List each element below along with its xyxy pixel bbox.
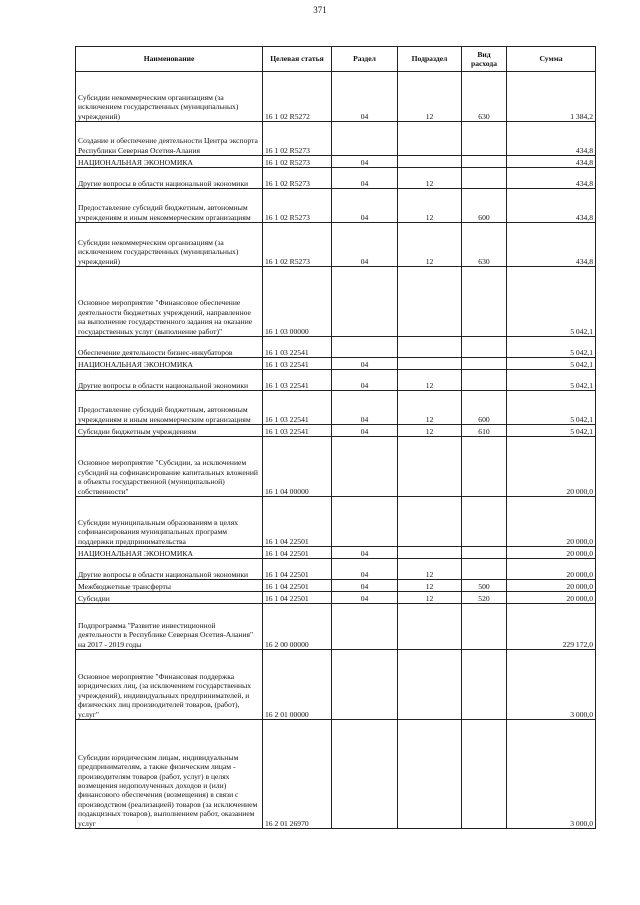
row-expense-type-cell (462, 650, 507, 720)
table-row (76, 391, 596, 425)
row-subsection-cell: 12 (398, 72, 462, 122)
row-name-cell: Другие вопросы в области национальной экономики (76, 370, 263, 391)
table-row (76, 370, 596, 391)
row-section-cell: 04 (332, 223, 398, 267)
row-article-cell: 16 1 03 00000 (263, 267, 332, 337)
row-name-cell: Субсидии муниципальным образованиям в целях софинансирования муниципальных программ поддержки предпринимательства (76, 497, 263, 547)
row-article-cell: 16 1 02 R5273 (263, 156, 332, 168)
budget-table (75, 46, 596, 829)
table-header-row (76, 47, 596, 72)
row-subsection-cell: 12 (398, 425, 462, 437)
table-row (76, 358, 596, 370)
row-amount-cell: 434,8 (507, 189, 596, 223)
row-amount-cell: 5 042,1 (507, 358, 596, 370)
row-amount-cell: 20 000,0 (507, 437, 596, 497)
row-name-cell: Основное мероприятие "Субсидии, за исключением субсидий на софинансирование капитальных вложений в объекты государственной (муниципальной) собственности" (76, 437, 263, 497)
row-amount-cell: 434,8 (507, 168, 596, 189)
row-expense-type-cell: 630 (462, 223, 507, 267)
row-name-cell: Субсидии бюджетным учреждениям (76, 425, 263, 437)
row-article-cell: 16 1 02 R5273 (263, 122, 332, 156)
row-name-cell: Предоставление субсидий бюджетным, автономным учреждениям и иным некоммерческим организациям (76, 391, 263, 425)
row-subsection-cell (398, 650, 462, 720)
row-expense-type-cell (462, 559, 507, 580)
row-article-cell: 16 2 00 00000 (263, 604, 332, 650)
table-row (76, 497, 596, 547)
row-subsection-cell (398, 156, 462, 168)
row-amount-cell: 5 042,1 (507, 370, 596, 391)
row-amount-cell: 20 000,0 (507, 559, 596, 580)
row-article-cell: 16 1 03 22541 (263, 337, 332, 358)
table-row (76, 337, 596, 358)
row-article-cell: 16 1 02 R5273 (263, 189, 332, 223)
table-row (76, 547, 596, 559)
row-section-cell: 04 (332, 156, 398, 168)
row-amount-cell: 5 042,1 (507, 391, 596, 425)
row-article-cell: 16 1 04 00000 (263, 437, 332, 497)
row-article-cell: 16 2 01 00000 (263, 650, 332, 720)
row-subsection-cell (398, 720, 462, 829)
row-section-cell: 04 (332, 547, 398, 559)
row-article-cell: 16 1 02 R5273 (263, 168, 332, 189)
row-amount-cell: 5 042,1 (507, 425, 596, 437)
header-subsection: Подраздел (398, 47, 462, 72)
row-article-cell: 16 1 04 22501 (263, 547, 332, 559)
row-expense-type-cell: 500 (462, 580, 507, 592)
row-name-cell: Предоставление субсидий бюджетным, автономным учреждениям и иным некоммерческим организациям (76, 189, 263, 223)
row-name-cell: Межбюджетные трансферты (76, 580, 263, 592)
row-amount-cell: 20 000,0 (507, 592, 596, 604)
table-row (76, 604, 596, 650)
table-row (76, 189, 596, 223)
row-expense-type-cell (462, 547, 507, 559)
row-name-cell: Субсидии некоммерческим организациям (за исключением государственных (муниципальных) учреждений) (76, 72, 263, 122)
row-subsection-cell: 12 (398, 370, 462, 391)
row-name-cell: Субсидии некоммерческим организациям (за исключением государственных (муниципальных) учреждений) (76, 223, 263, 267)
row-section-cell (332, 497, 398, 547)
row-subsection-cell (398, 122, 462, 156)
row-expense-type-cell: 610 (462, 425, 507, 437)
row-amount-cell: 229 172,0 (507, 604, 596, 650)
row-expense-type-cell (462, 358, 507, 370)
row-amount-cell: 20 000,0 (507, 547, 596, 559)
row-name-cell: НАЦИОНАЛЬНАЯ ЭКОНОМИКА (76, 358, 263, 370)
row-article-cell: 16 1 02 R5272 (263, 72, 332, 122)
row-expense-type-cell (462, 497, 507, 547)
table-row (76, 425, 596, 437)
row-expense-type-cell (462, 370, 507, 391)
row-expense-type-cell: 600 (462, 391, 507, 425)
table-row (76, 592, 596, 604)
row-section-cell (332, 437, 398, 497)
row-article-cell: 16 1 04 22501 (263, 592, 332, 604)
row-subsection-cell: 12 (398, 168, 462, 189)
row-name-cell: НАЦИОНАЛЬНАЯ ЭКОНОМИКА (76, 156, 263, 168)
row-section-cell (332, 267, 398, 337)
row-amount-cell: 5 042,1 (507, 337, 596, 358)
table-row (76, 72, 596, 122)
row-amount-cell: 3 000,0 (507, 650, 596, 720)
row-article-cell: 16 2 01 26970 (263, 720, 332, 829)
row-amount-cell: 20 000,0 (507, 580, 596, 592)
row-section-cell: 04 (332, 72, 398, 122)
row-section-cell: 04 (332, 580, 398, 592)
row-section-cell: 04 (332, 559, 398, 580)
table-row (76, 437, 596, 497)
row-section-cell (332, 122, 398, 156)
row-name-cell: Создание и обеспечение деятельности Центра экспорта Республики Северная Осетия-Алания (76, 122, 263, 156)
table-row (76, 580, 596, 592)
row-subsection-cell: 12 (398, 391, 462, 425)
row-article-cell: 16 1 03 22541 (263, 370, 332, 391)
row-subsection-cell: 12 (398, 189, 462, 223)
row-section-cell: 04 (332, 425, 398, 437)
row-expense-type-cell (462, 720, 507, 829)
row-name-cell: Обеспечение деятельности бизнес-инкубаторов (76, 337, 263, 358)
row-section-cell (332, 720, 398, 829)
row-expense-type-cell (462, 337, 507, 358)
row-section-cell (332, 337, 398, 358)
page-number: 371 (313, 5, 327, 15)
row-expense-type-cell (462, 267, 507, 337)
row-subsection-cell (398, 547, 462, 559)
row-name-cell: Основное мероприятие "Финансовое обеспечение деятельности бюджетных учреждений, направленное на выполнение государственного задания на оказание государственных услуг (выполнение работ)" (76, 267, 263, 337)
row-name-cell: Другие вопросы в области национальной экономики (76, 168, 263, 189)
row-article-cell: 16 1 04 22501 (263, 559, 332, 580)
table-row (76, 122, 596, 156)
row-subsection-cell (398, 497, 462, 547)
row-subsection-cell: 12 (398, 223, 462, 267)
row-subsection-cell (398, 358, 462, 370)
row-section-cell: 04 (332, 358, 398, 370)
row-subsection-cell (398, 267, 462, 337)
row-article-cell: 16 1 04 22501 (263, 497, 332, 547)
row-amount-cell: 434,8 (507, 156, 596, 168)
row-expense-type-cell (462, 156, 507, 168)
row-amount-cell: 434,8 (507, 223, 596, 267)
row-name-cell: Другие вопросы в области национальной экономики (76, 559, 263, 580)
row-article-cell: 16 1 03 22541 (263, 391, 332, 425)
header-section: Раздел (332, 47, 398, 72)
row-expense-type-cell (462, 168, 507, 189)
header-article: Целевая статья (263, 47, 332, 72)
row-expense-type-cell: 600 (462, 189, 507, 223)
row-section-cell (332, 650, 398, 720)
row-article-cell: 16 1 04 22501 (263, 580, 332, 592)
table-row (76, 267, 596, 337)
row-subsection-cell: 12 (398, 580, 462, 592)
row-subsection-cell: 12 (398, 559, 462, 580)
row-amount-cell: 3 000,0 (507, 720, 596, 829)
row-article-cell: 16 1 03 22541 (263, 358, 332, 370)
row-subsection-cell (398, 437, 462, 497)
row-name-cell: Субсидии юридическим лицам, индивидуальным предпринимателям, а также физическим лицам - производителям товаров (работ, услуг) в целях возмещения недополученных доходов и (или) финансового обеспечения (возмещения) в связи с производством (реализацией) товаров (за исключением подакцизных товаров), выполнением работ, оказанием услуг (76, 720, 263, 829)
row-expense-type-cell (462, 437, 507, 497)
row-amount-cell: 434,8 (507, 122, 596, 156)
table-row (76, 720, 596, 829)
row-name-cell: Подпрограмма "Развитие инвестиционной деятельности в Республике Северная Осетия-Алания" на 2017 - 2019 годы (76, 604, 263, 650)
row-expense-type-cell (462, 604, 507, 650)
row-name-cell: Субсидии (76, 592, 263, 604)
row-section-cell: 04 (332, 592, 398, 604)
table-row (76, 168, 596, 189)
table-row (76, 156, 596, 168)
row-expense-type-cell: 630 (462, 72, 507, 122)
row-expense-type-cell: 520 (462, 592, 507, 604)
row-subsection-cell (398, 337, 462, 358)
row-amount-cell: 20 000,0 (507, 497, 596, 547)
row-name-cell: Основное мероприятие "Финансовая поддержка юридических лиц, (за исключением государственных учреждений), индивидуальных предпринимателей, и физических лиц производителей товаров, (работ), услуг" (76, 650, 263, 720)
row-section-cell (332, 604, 398, 650)
header-name: Наименование (76, 47, 263, 72)
row-section-cell: 04 (332, 370, 398, 391)
row-article-cell: 16 1 02 R5273 (263, 223, 332, 267)
row-section-cell: 04 (332, 168, 398, 189)
row-name-cell: НАЦИОНАЛЬНАЯ ЭКОНОМИКА (76, 547, 263, 559)
table-row (76, 223, 596, 267)
row-expense-type-cell (462, 122, 507, 156)
row-section-cell: 04 (332, 189, 398, 223)
row-article-cell: 16 1 03 22541 (263, 425, 332, 437)
row-amount-cell: 1 384,2 (507, 72, 596, 122)
header-expense-type: Вид расхода (462, 47, 507, 72)
table-row (76, 559, 596, 580)
row-section-cell: 04 (332, 391, 398, 425)
header-amount: Сумма (507, 47, 596, 72)
row-amount-cell: 5 042,1 (507, 267, 596, 337)
row-subsection-cell (398, 604, 462, 650)
row-subsection-cell: 12 (398, 592, 462, 604)
table-row (76, 650, 596, 720)
